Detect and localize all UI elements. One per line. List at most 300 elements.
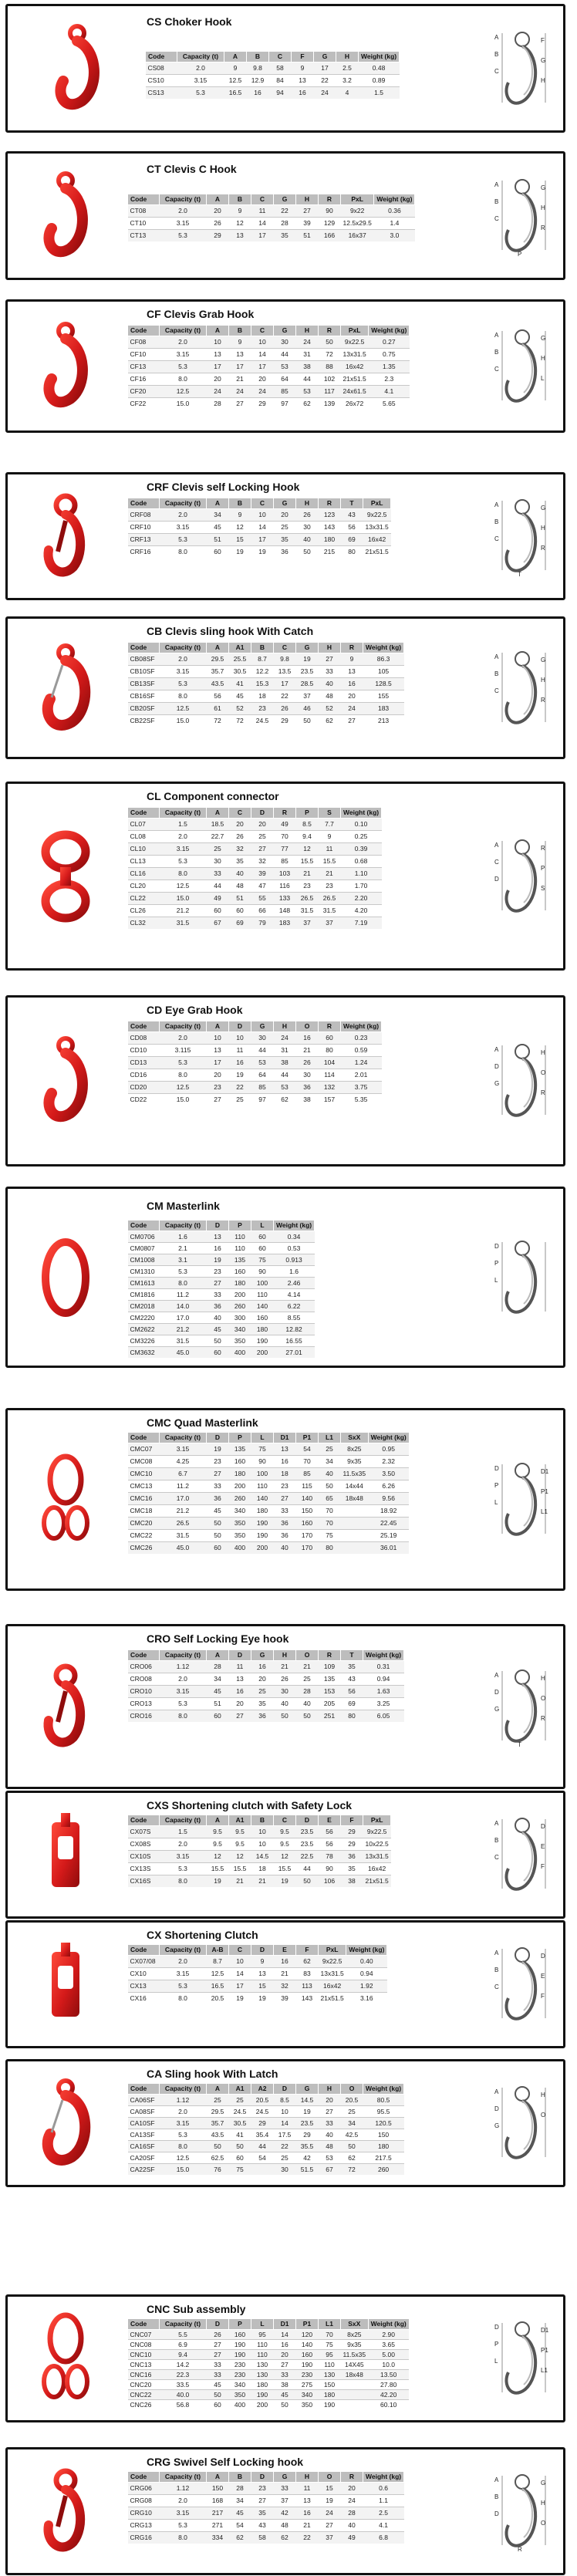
drawing-label: G	[494, 1706, 500, 1713]
table-cell: 160	[251, 1312, 274, 1323]
column-header: Code	[128, 808, 160, 819]
table-row	[128, 1231, 315, 1242]
table-cell: 69	[341, 533, 363, 545]
table-cell: 22	[296, 2531, 319, 2544]
table-cell: 50	[207, 1335, 229, 1346]
table-row	[128, 1967, 387, 1980]
table-cell: 29.5	[207, 2105, 229, 2117]
table-cell: 15	[251, 1980, 274, 1992]
table-cell: 42	[296, 2152, 319, 2163]
table-cell: 9.5	[274, 1838, 296, 1850]
column-header: D	[207, 1220, 229, 1231]
table-cell: 12.5	[160, 1081, 207, 1093]
table-cell: 10	[274, 2105, 296, 2117]
table-cell: 27	[274, 1492, 296, 1504]
table-cell: CD13	[128, 1056, 160, 1069]
table-row	[128, 2369, 410, 2379]
product-panel-cl	[5, 782, 565, 971]
column-header: C	[251, 498, 274, 509]
table-cell: 13	[274, 1443, 296, 1455]
drawing-label: C	[494, 859, 499, 866]
drawing-label: P	[494, 1482, 499, 1489]
table-cell: 32	[251, 855, 274, 867]
table-cell: 26.5	[296, 892, 319, 904]
table-cell: 14	[274, 2329, 296, 2339]
table-cell: 9.5	[207, 1825, 229, 1838]
drawing-label: H	[541, 1675, 545, 1682]
table-cell: 3.115	[160, 1044, 207, 1056]
column-header: P1	[296, 2319, 319, 2330]
masterlink-drawing-icon	[488, 1234, 557, 1329]
product-panel-cx	[5, 1920, 565, 2048]
table-cell: 230	[296, 2369, 319, 2379]
table-cell: 9.5	[229, 1838, 251, 1850]
spec-table	[127, 1944, 387, 2004]
column-header: Weight (kg)	[363, 643, 404, 653]
drawing-label: O	[541, 2112, 546, 2119]
drawing-label: A	[494, 1046, 499, 1053]
table-cell: 28	[207, 397, 229, 410]
table-cell: 10	[251, 1838, 274, 1850]
table-cell: 1.12	[160, 2482, 207, 2494]
table-cell: 12.5	[160, 2152, 207, 2163]
table-cell: 80	[341, 1710, 363, 1722]
product-title: CRF Clevis self Locking Hook	[147, 481, 300, 493]
drawing-label: H	[541, 1049, 545, 1056]
table-cell: 43	[341, 508, 363, 521]
clevis-c-hook-drawing-icon	[488, 173, 557, 268]
table-cell: 43.5	[207, 2129, 229, 2140]
table-cell: 15	[319, 2482, 341, 2494]
table-row	[128, 1254, 315, 1265]
table-cell: 33	[274, 2482, 296, 2494]
table-row	[128, 2519, 404, 2531]
table-cell: 170	[296, 1529, 319, 1541]
table-cell: 20.5	[251, 2094, 274, 2105]
table-row	[128, 1455, 410, 1467]
column-header: Weight (kg)	[363, 1650, 404, 1661]
table-cell: 12.5	[160, 385, 207, 397]
table-cell: 180	[363, 2140, 404, 2152]
table-cell: 60	[207, 545, 229, 558]
table-cell: CT10	[128, 217, 160, 229]
table-cell: 45	[207, 521, 229, 533]
table-cell: 18.92	[368, 1504, 409, 1517]
table-cell: 0.27	[369, 336, 410, 348]
table-cell: 9x22.5	[363, 1825, 391, 1838]
drawing-label: D	[541, 1953, 545, 1960]
table-cell: 60.10	[368, 2399, 409, 2409]
drawing-label: H	[541, 677, 545, 684]
table-row	[128, 867, 382, 879]
table-cell: 0.39	[341, 842, 382, 855]
table-cell: 20.5	[341, 2094, 363, 2105]
table-cell: 17	[207, 360, 229, 373]
table-cell: 17	[251, 360, 274, 373]
table-cell: 30	[296, 1069, 319, 1081]
table-cell: 168	[207, 2494, 229, 2507]
table-cell: 69	[341, 1697, 363, 1710]
table-cell: 38	[296, 360, 319, 373]
table-cell: 400	[229, 1541, 251, 1554]
column-header: T	[341, 1650, 363, 1661]
table-cell: 43	[341, 1673, 363, 1685]
drawing-label: D1	[541, 1468, 549, 1475]
table-row	[128, 665, 404, 677]
table-cell: 51	[296, 229, 319, 241]
table-cell: 75	[251, 1443, 274, 1455]
column-header: Weight (kg)	[374, 194, 415, 205]
shortening-clutch-drawing-icon	[488, 1941, 557, 2036]
column-header: D	[207, 2319, 229, 2330]
table-cell: 0.913	[274, 1254, 315, 1265]
table-cell: 43	[251, 2519, 274, 2531]
spec-table	[127, 807, 382, 929]
table-row	[128, 653, 404, 665]
drawing-label: G	[541, 505, 546, 511]
table-cell: 90	[251, 1455, 274, 1467]
table-cell: 16	[274, 1955, 296, 1967]
table-cell: 3.15	[160, 2117, 207, 2129]
table-cell: 70	[319, 1517, 341, 1529]
table-cell: 25	[274, 521, 296, 533]
table-cell: 12.9	[247, 74, 269, 86]
table-cell: CB08SF	[128, 653, 160, 665]
spec-table	[127, 1432, 410, 1554]
table-cell: 9.5	[274, 1825, 296, 1838]
table-row	[128, 2094, 404, 2105]
self-locking-eye-hook-drawing-icon	[488, 1663, 557, 1758]
table-cell: CNC20	[128, 2379, 160, 2389]
table-cell: 41	[229, 677, 251, 690]
table-cell: 28	[229, 2482, 251, 2494]
table-cell: 40	[274, 1541, 296, 1554]
table-cell: 55	[251, 892, 274, 904]
table-cell: 8.0	[160, 1069, 207, 1081]
table-row	[128, 1480, 410, 1492]
table-cell: 4.20	[341, 904, 382, 917]
table-cell: 20	[229, 818, 251, 830]
table-cell: 26	[207, 2329, 229, 2339]
table-cell: 85	[296, 1467, 319, 1480]
quad-masterlink-drawing-icon	[488, 1457, 557, 1551]
table-cell: 35	[341, 1862, 363, 1875]
table-cell: 350	[229, 2389, 251, 2399]
table-cell: 16	[247, 86, 269, 99]
column-header: A1	[229, 2084, 251, 2095]
table-cell: 5.3	[160, 677, 207, 690]
table-cell: 35	[251, 2507, 274, 2519]
table-cell: 40	[229, 867, 251, 879]
table-cell: 0.68	[341, 855, 382, 867]
table-cell: 62	[229, 2531, 251, 2544]
table-cell: 60	[251, 1231, 274, 1242]
product-title: CS Choker Hook	[147, 15, 232, 28]
table-cell: CMC20	[128, 1517, 160, 1529]
table-cell: 20	[341, 2482, 363, 2494]
table-cell: 78	[319, 1850, 341, 1862]
table-cell: 2.5	[363, 2507, 404, 2519]
table-cell: CNC13	[128, 2359, 160, 2369]
column-header: L	[251, 1220, 274, 1231]
drawing-label: A	[494, 501, 499, 508]
drawing-label: R	[541, 1715, 545, 1722]
table-cell: CMC18	[128, 1504, 160, 1517]
table-cell: 28.5	[296, 677, 319, 690]
clevis-self-locking-hook-drawing-icon	[488, 493, 557, 588]
table-cell: 25	[207, 842, 229, 855]
table-cell: 84	[269, 74, 292, 86]
column-header: Code	[146, 52, 177, 62]
clevis-grab-hook-icon	[8, 302, 123, 430]
table-cell	[341, 1517, 369, 1529]
drawing-label: R	[541, 1089, 545, 1096]
table-cell: CNC10	[128, 2349, 160, 2359]
table-cell: CF13	[128, 360, 160, 373]
table-cell: 30.5	[229, 2117, 251, 2129]
table-cell: 13	[207, 348, 229, 360]
table-cell: 24.5	[229, 2105, 251, 2117]
column-header: D1	[274, 1433, 296, 1443]
drawing-label: C	[494, 366, 499, 373]
table-cell: 13	[207, 1231, 229, 1242]
drawing-label: A	[494, 1950, 499, 1956]
column-header: G	[274, 2472, 296, 2483]
table-cell: CMC26	[128, 1541, 160, 1554]
table-cell: 7.19	[341, 917, 382, 929]
table-cell: 2.5	[336, 62, 359, 74]
table-cell: 20	[319, 2094, 341, 2105]
table-cell: 10	[207, 1031, 229, 1044]
table-cell: 2.0	[160, 1955, 207, 1967]
table-cell: 9.56	[368, 1492, 409, 1504]
table-cell: 160	[296, 2349, 319, 2359]
table-cell: 24.5	[251, 2105, 274, 2117]
table-cell: 44	[251, 1044, 274, 1056]
table-cell: 14	[251, 348, 274, 360]
table-row	[128, 1697, 404, 1710]
table-cell: 27	[207, 2339, 229, 2349]
table-cell: 21.2	[160, 1504, 207, 1517]
table-row	[128, 1492, 410, 1504]
table-cell: 97	[251, 1093, 274, 1106]
table-cell: 21	[296, 1660, 319, 1673]
table-cell: 9.8	[274, 653, 296, 665]
column-header: P	[229, 2319, 251, 2330]
table-cell: 130	[251, 2369, 274, 2379]
table-cell: 30	[251, 1031, 274, 1044]
table-cell: 2.0	[160, 1031, 207, 1044]
table-cell: 22.45	[368, 1517, 409, 1529]
table-cell: 30	[274, 2163, 296, 2175]
table-cell: CD10	[128, 1044, 160, 1056]
table-header-row	[128, 808, 382, 819]
table-cell: 260	[229, 1300, 251, 1312]
table-cell: 33	[207, 2369, 229, 2379]
product-title: CXS Shortening clutch with Safety Lock	[147, 1799, 353, 1811]
table-cell: 50	[207, 1529, 229, 1541]
table-cell: 35	[229, 855, 251, 867]
table-cell: 9x22	[341, 204, 374, 217]
shortening-clutch-icon	[8, 1923, 123, 2046]
spec-table	[127, 2318, 410, 2409]
table-cell: 5.3	[160, 360, 207, 373]
table-cell: 24	[251, 385, 274, 397]
sub-assembly-drawing-icon	[488, 2315, 557, 2410]
table-row	[128, 1069, 382, 1081]
table-row	[128, 1685, 404, 1697]
table-cell: 230	[229, 2369, 251, 2379]
eye-grab-hook-drawing-icon	[488, 1038, 557, 1133]
column-header: A1	[229, 1815, 251, 1826]
table-cell: 12.2	[251, 665, 274, 677]
table-cell: CMC10	[128, 1467, 160, 1480]
table-cell: 9	[224, 62, 247, 74]
table-cell: 24	[341, 2494, 363, 2507]
spec-table	[127, 642, 404, 727]
column-header: R	[341, 2472, 363, 2483]
table-cell: 183	[274, 917, 296, 929]
table-cell: 30	[296, 521, 319, 533]
table-cell: CB22SF	[128, 714, 160, 727]
table-cell: 340	[296, 2389, 319, 2399]
table-cell: 12	[229, 1850, 251, 1862]
table-cell	[341, 2399, 369, 2409]
table-cell: CRO13	[128, 1697, 160, 1710]
column-header: Capacity (t)	[160, 498, 207, 509]
table-cell: 251	[319, 1710, 341, 1722]
product-title: CD Eye Grab Hook	[147, 1004, 243, 1016]
table-cell: 30	[207, 855, 229, 867]
column-header: Capacity (t)	[160, 2472, 207, 2483]
product-title: CRG Swivel Self Locking hook	[147, 2456, 304, 2468]
table-header-row	[128, 1220, 315, 1231]
table-cell: 52	[229, 702, 251, 714]
table-cell: 21.2	[160, 1323, 207, 1335]
column-header: B	[229, 326, 251, 336]
table-cell: 14	[251, 521, 274, 533]
column-header: F	[296, 1945, 319, 1956]
table-cell: 1.92	[346, 1980, 387, 1992]
table-cell: 114	[319, 1069, 341, 1081]
table-cell: 6.05	[363, 1710, 404, 1722]
table-cell: 9	[229, 508, 251, 521]
table-cell: 160	[229, 1265, 251, 1277]
column-header: O	[296, 1021, 319, 1032]
table-cell: 18	[274, 1467, 296, 1480]
table-cell: 30.5	[229, 665, 251, 677]
table-cell: CNC26	[128, 2399, 160, 2409]
table-row	[128, 690, 404, 702]
table-cell: CD16	[128, 1069, 160, 1081]
table-cell: 11	[229, 1044, 251, 1056]
table-cell: 20.5	[207, 1992, 229, 2004]
column-header: Weight (kg)	[369, 326, 410, 336]
table-cell: 8x25	[341, 2329, 369, 2339]
table-cell: CX16S	[128, 1875, 160, 1887]
table-cell: 48	[274, 2519, 296, 2531]
table-cell: 117	[319, 385, 341, 397]
column-header: P	[229, 1433, 251, 1443]
table-cell: 19	[229, 545, 251, 558]
table-cell: 34	[207, 508, 229, 521]
column-header: G	[296, 643, 319, 653]
table-cell: 13	[341, 665, 363, 677]
table-cell: 1.63	[363, 1685, 404, 1697]
table-cell: 22	[274, 690, 296, 702]
table-cell: 51.5	[296, 2163, 319, 2175]
product-panel-cf	[5, 299, 565, 433]
drawing-label: T	[518, 1741, 521, 1748]
table-cell: 215	[319, 545, 341, 558]
clevis-sling-hook-catch-drawing-icon	[488, 645, 557, 740]
table-cell: 14	[251, 217, 274, 229]
column-header: Capacity (t)	[160, 1815, 207, 1826]
table-cell: 90	[319, 1862, 341, 1875]
table-cell: 37	[296, 917, 319, 929]
table-cell: 27	[319, 2519, 341, 2531]
table-cell: 110	[251, 1288, 274, 1300]
table-cell: 56	[319, 1825, 341, 1838]
table-cell: 29	[274, 714, 296, 727]
drawing-label: A	[494, 1672, 499, 1679]
table-row	[146, 86, 400, 99]
table-cell: 25	[341, 2105, 363, 2117]
drawing-label: C	[494, 1983, 499, 1990]
table-cell: CNC08	[128, 2339, 160, 2349]
column-header: Weight (kg)	[341, 808, 382, 819]
table-cell: 10	[251, 336, 274, 348]
drawing-label: L1	[541, 1508, 548, 1515]
table-cell: 64	[251, 1069, 274, 1081]
table-cell: CA16SF	[128, 2140, 160, 2152]
table-cell: 23.5	[296, 665, 319, 677]
table-cell	[251, 2163, 274, 2175]
table-cell: 15.0	[160, 2163, 207, 2175]
column-header: C	[274, 643, 296, 653]
column-header: Capacity (t)	[160, 1650, 207, 1661]
table-cell: 5.3	[160, 229, 207, 241]
table-row	[128, 2379, 410, 2389]
table-cell: 106	[319, 1875, 341, 1887]
column-header: D	[296, 1815, 319, 1826]
table-cell	[341, 2389, 369, 2399]
drawing-label: A	[494, 332, 499, 339]
table-cell: 16	[207, 1242, 229, 1254]
table-cell: 0.59	[341, 1044, 382, 1056]
drawing-label: G	[541, 184, 546, 191]
table-row	[128, 1467, 410, 1480]
table-cell: CRO16	[128, 1710, 160, 1722]
column-header: Weight (kg)	[274, 1220, 315, 1231]
product-panel-cm	[5, 1187, 565, 1368]
table-cell: 20	[229, 1697, 251, 1710]
masterlink-icon	[8, 1189, 123, 1366]
table-row	[146, 74, 400, 86]
column-header: B	[251, 643, 274, 653]
table-cell: 19	[207, 1875, 229, 1887]
table-cell: 27.80	[368, 2379, 409, 2389]
spec-table	[127, 1649, 404, 1722]
column-header: SxX	[341, 1433, 369, 1443]
table-cell: 5.00	[368, 2349, 409, 2359]
table-cell: CMC16	[128, 1492, 160, 1504]
table-cell: 26	[296, 508, 319, 521]
table-cell: 16	[274, 2339, 296, 2349]
table-cell: 35.7	[207, 2117, 229, 2129]
table-cell: 25.5	[229, 653, 251, 665]
table-cell: 110	[251, 2339, 274, 2349]
